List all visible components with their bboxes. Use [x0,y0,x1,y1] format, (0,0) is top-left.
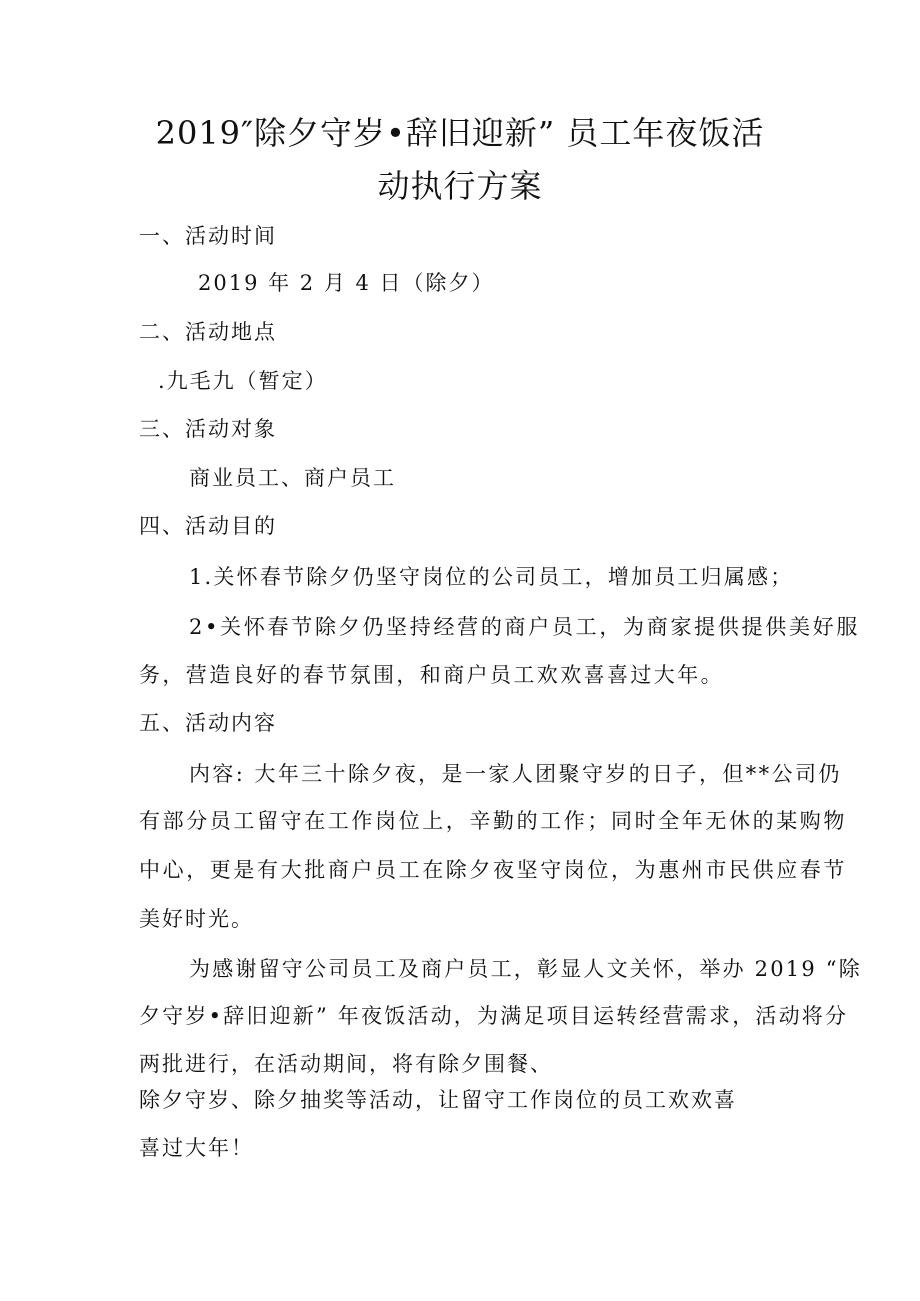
content-paragraph-line: 夕守岁•辞旧迎新” 年夜饭活动，为满足项目运转经营需求，活动将分 [139,1004,849,1028]
section-time-date: 2019 年 2 月 4 日（除夕） [198,271,495,295]
purpose-item-1: 1.关怀春节除夕仍坚守岗位的公司员工，增加员工归属感； [189,565,794,589]
section-heading-audience: 三、活动对象 [139,417,277,441]
document-title-line-2: 动执行方案 [377,167,543,205]
section-heading-content: 五、活动内容 [139,711,277,735]
content-paragraph-line: 内容: 大年三十除夕夜，是一家人团聚守岁的日子，但**公司仍 [189,762,842,786]
content-paragraph-line: 两批进行，在活动期间，将有除夕围餐、 [139,1052,553,1076]
content-paragraph-line: 喜过大年！ [139,1136,254,1160]
content-paragraph-line: 美好时光。 [139,907,254,931]
section-audience-text: 商业员工、商户员工 [189,466,396,490]
section-location-venue: .九毛九（暂定） [158,369,328,393]
content-paragraph-line: 为感谢留守公司员工及商户员工，彰显人文关怀，举办 2019 “除 [189,957,862,981]
section-heading-purpose: 四、活动目的 [139,514,277,538]
purpose-item-2-continued: 务，营造良好的春节氛围，和商户员工欢欢喜喜过大年。 [139,663,724,687]
content-paragraph-line: 有部分员工留守在工作岗位上，辛勤的工作；同时全年无休的某购物 [139,809,847,833]
section-heading-time: 一、活动时间 [139,224,277,248]
document-title-line-1: 2019″除夕守岁•辞旧迎新” 员工年夜饭活 [155,114,765,152]
content-paragraph-line: 除夕守岁、除夕抽奖等活动，让留守工作岗位的员工欢欢喜 [139,1088,737,1112]
section-heading-location: 二、活动地点 [139,320,277,344]
content-paragraph-line: 中心，更是有大批商户员工在除夕夜坚守岗位，为惠州市民供应春节 [139,858,847,882]
purpose-item-2: 2•关怀春节除夕仍坚持经营的商户员工，为商家提供提供美好服 [189,615,861,639]
